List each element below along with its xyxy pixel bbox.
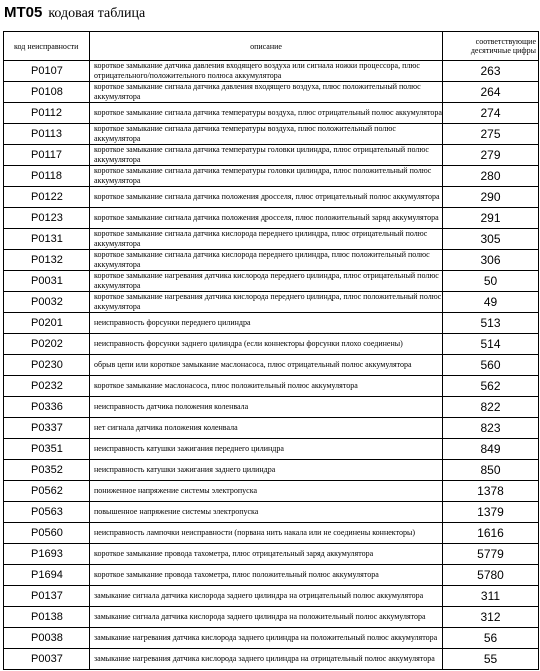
fault-code: P0351	[4, 439, 90, 460]
table-row	[4, 208, 539, 229]
fault-description: короткое замыкание сигнала датчика кислорода переднего цилиндра, плюс положительный полюс аккумулятора	[90, 250, 443, 271]
table-subtitle: кодовая таблица	[48, 6, 146, 21]
table-row	[4, 586, 539, 607]
decimal-value: 291	[443, 208, 539, 229]
table-row	[4, 103, 539, 124]
fault-code: P0118	[4, 166, 90, 187]
table-row	[4, 502, 539, 523]
table-row	[4, 292, 539, 313]
fault-code: P0117	[4, 145, 90, 166]
table-row	[4, 460, 539, 481]
table-row	[4, 187, 539, 208]
decimal-value: 513	[443, 313, 539, 334]
table-row	[4, 649, 539, 670]
fault-code: P0032	[4, 292, 90, 313]
decimal-value: 305	[443, 229, 539, 250]
fault-description: неисправность катушки зажигания переднего цилиндра	[90, 439, 443, 460]
table-row	[4, 565, 539, 586]
decimal-value: 279	[443, 145, 539, 166]
decimal-value: 1379	[443, 502, 539, 523]
decimal-value: 312	[443, 607, 539, 628]
table-row	[4, 376, 539, 397]
table-row	[4, 82, 539, 103]
fault-description: короткое замыкание провода тахометра, плюс отрицательный заряд аккумулятора	[90, 544, 443, 565]
fault-code: P0131	[4, 229, 90, 250]
fault-description: короткое замыкание сигнала датчика температуры воздуха, плюс отрицательный полюс аккумулятора	[90, 103, 443, 124]
fault-description: короткое замыкание нагревания датчика кислорода переднего цилиндра, плюс отрицательный полюс аккумулятора	[90, 271, 443, 292]
decimal-value: 290	[443, 187, 539, 208]
fault-description: короткое замыкание сигнала датчика положения дросселя, плюс отрицательный полюс аккумулятора	[90, 187, 443, 208]
decimal-value: 562	[443, 376, 539, 397]
decimal-value: 1616	[443, 523, 539, 544]
fault-description: короткое замыкание провода тахометра, плюс положительный полюс аккумулятора	[90, 565, 443, 586]
decimal-value: 514	[443, 334, 539, 355]
decimal-value: 1378	[443, 481, 539, 502]
table-row	[4, 313, 539, 334]
fault-description: неисправность форсунки переднего цилиндра	[90, 313, 443, 334]
decimal-value: 50	[443, 271, 539, 292]
decimal-value: 5780	[443, 565, 539, 586]
fault-code: P0562	[4, 481, 90, 502]
table-row	[4, 355, 539, 376]
fault-code: P0138	[4, 607, 90, 628]
fault-description: короткое замыкание датчика давления входящего воздуха или сигнала ножки процессора, плюс отрицательного/положительного полюса аккумулятора	[90, 61, 443, 82]
fault-description: неисправность форсунки заднего цилиндра (если коннекторы форсунки плохо соединены)	[90, 334, 443, 355]
fault-code: P0560	[4, 523, 90, 544]
decimal-value: 275	[443, 124, 539, 145]
decimal-value: 55	[443, 649, 539, 670]
fault-code: P1694	[4, 565, 90, 586]
decimal-value: 850	[443, 460, 539, 481]
table-row	[4, 418, 539, 439]
table-row	[4, 145, 539, 166]
fault-code: P0202	[4, 334, 90, 355]
fault-code: P0201	[4, 313, 90, 334]
page-header	[4, 4, 145, 26]
column-header-code: код неисправности	[4, 32, 90, 61]
fault-code: P0563	[4, 502, 90, 523]
table-row	[4, 523, 539, 544]
table-row	[4, 607, 539, 628]
fault-code: P0123	[4, 208, 90, 229]
table-header-row	[4, 32, 539, 61]
table-row	[4, 628, 539, 649]
column-header-description: описание	[90, 32, 443, 61]
fault-code: P0122	[4, 187, 90, 208]
decimal-value: 49	[443, 292, 539, 313]
table-row	[4, 544, 539, 565]
fault-code: P0336	[4, 397, 90, 418]
fault-code: P1693	[4, 544, 90, 565]
fault-code: P0137	[4, 586, 90, 607]
fault-description: обрыв цепи или короткое замыкание маслонасоса, плюс отрицательный полюс аккумулятора	[90, 355, 443, 376]
fault-description: повышенное напряжение системы электропуска	[90, 502, 443, 523]
fault-code: P0232	[4, 376, 90, 397]
fault-description: короткое замыкание нагревания датчика кислорода переднего цилиндра, плюс положительный полюс аккумулятора	[90, 292, 443, 313]
decimal-value: 274	[443, 103, 539, 124]
decimal-value: 822	[443, 397, 539, 418]
table-row	[4, 397, 539, 418]
table-row	[4, 124, 539, 145]
table-row	[4, 166, 539, 187]
fault-description: короткое замыкание маслонасоса, плюс положительный полюс аккумулятора	[90, 376, 443, 397]
table-row	[4, 250, 539, 271]
fault-description: замыкание нагревания датчика кислорода заднего цилиндра на отрицательный полюс аккумулятора	[90, 649, 443, 670]
fault-description: неисправность датчика положения коленвала	[90, 397, 443, 418]
decimal-value: 56	[443, 628, 539, 649]
code-table	[3, 31, 539, 670]
decimal-value: 263	[443, 61, 539, 82]
fault-code: P0031	[4, 271, 90, 292]
table-row	[4, 334, 539, 355]
table-row	[4, 439, 539, 460]
fault-code: P0037	[4, 649, 90, 670]
fault-description: замыкание нагревания датчика кислорода заднего цилиндра на положительный полюс аккумулятора	[90, 628, 443, 649]
table-row	[4, 229, 539, 250]
decimal-value: 560	[443, 355, 539, 376]
fault-description: неисправность лампочки неисправности (порвана нить накала или не соединены коннекторы)	[90, 523, 443, 544]
decimal-value: 280	[443, 166, 539, 187]
decimal-value: 823	[443, 418, 539, 439]
fault-description: короткое замыкание сигнала датчика кислорода переднего цилиндра, плюс отрицательный полюс аккумулятора	[90, 229, 443, 250]
fault-code: P0112	[4, 103, 90, 124]
fault-description: замыкание сигнала датчика кислорода заднего цилиндра на отрицательный полюс аккумулятора	[90, 586, 443, 607]
fault-description: короткое замыкание сигнала датчика температуры головки цилиндра, плюс положительный полюс аккумулятора	[90, 166, 443, 187]
model-title: MT05	[4, 4, 43, 21]
fault-code: P0107	[4, 61, 90, 82]
fault-description: нет сигнала датчика положения коленвала	[90, 418, 443, 439]
fault-description: пониженное напряжение системы электропуска	[90, 481, 443, 502]
fault-code: P0132	[4, 250, 90, 271]
fault-description: короткое замыкание сигнала датчика температуры воздуха, плюс положительный полюс аккумулятора	[90, 124, 443, 145]
decimal-value: 306	[443, 250, 539, 271]
decimal-value: 849	[443, 439, 539, 460]
fault-code: P0337	[4, 418, 90, 439]
table-row	[4, 61, 539, 82]
fault-description: короткое замыкание сигнала датчика давления входящего воздуха, плюс положительный полюс аккумулятора	[90, 82, 443, 103]
fault-code: P0108	[4, 82, 90, 103]
fault-code: P0352	[4, 460, 90, 481]
fault-description: короткое замыкание сигнала датчика температуры головки цилиндра, плюс отрицательный полюс аккумулятора	[90, 145, 443, 166]
table-row	[4, 481, 539, 502]
fault-description: короткое замыкание сигнала датчика положения дросселя, плюс положительный заряд аккумулятора	[90, 208, 443, 229]
fault-code: P0038	[4, 628, 90, 649]
fault-code: P0113	[4, 124, 90, 145]
decimal-value: 264	[443, 82, 539, 103]
table-row	[4, 271, 539, 292]
column-header-decimal: соответствующие десятичные цифры	[443, 32, 539, 61]
fault-code: P0230	[4, 355, 90, 376]
fault-description: неисправность катушки зажигания заднего цилиндра	[90, 460, 443, 481]
decimal-value: 311	[443, 586, 539, 607]
decimal-value: 5779	[443, 544, 539, 565]
fault-description: замыкание сигнала датчика кислорода заднего цилиндра на положительный полюс аккумулятора	[90, 607, 443, 628]
